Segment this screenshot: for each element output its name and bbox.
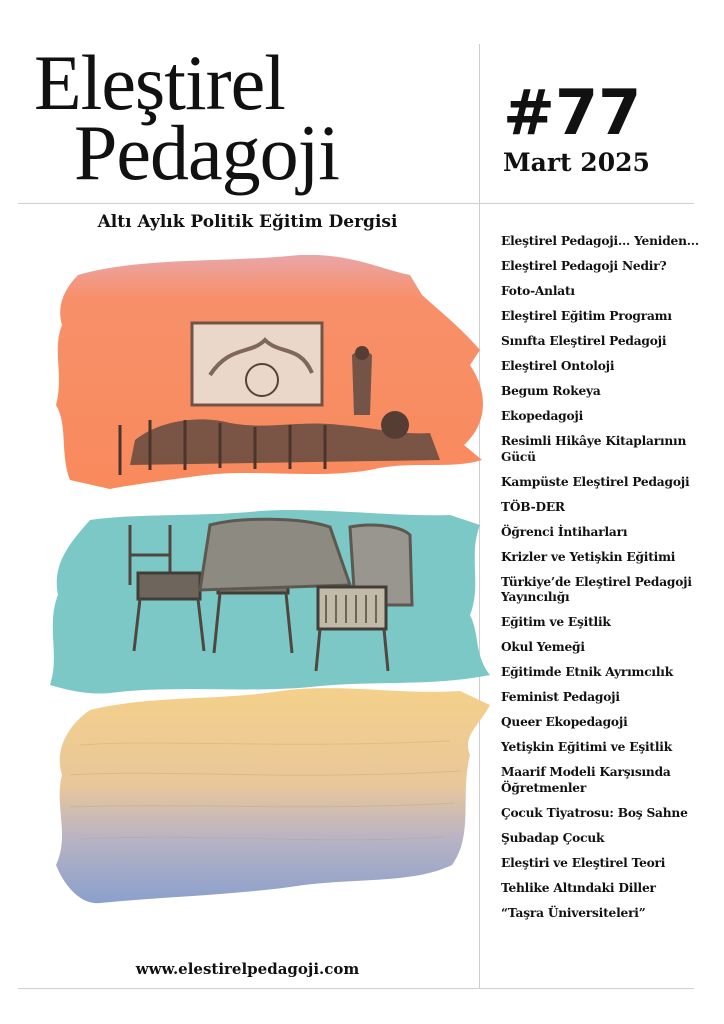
toc-item: Eleştirel Ontoloji <box>501 359 615 373</box>
magazine-title-line1: Eleştirel <box>34 39 285 126</box>
sand-brush-band <box>56 688 490 903</box>
toc-item: TÖB-DER <box>501 499 565 514</box>
toc-item: Eğitim ve Eşitlik <box>501 615 611 629</box>
toc-item: Okul Yemeği <box>501 640 585 654</box>
website-link[interactable]: www.elestirelpedagoji.com <box>135 960 360 978</box>
toc-item: Foto-Anlatı <box>501 284 575 298</box>
table-of-contents <box>501 234 701 931</box>
toc-item: Öğrenci İntiharları <box>501 524 628 539</box>
magazine-title-line2: Pedagoji <box>74 109 339 196</box>
top-divider <box>18 203 694 204</box>
toc-item: Maarif Modeli Karşısında Öğretmenler <box>501 765 671 795</box>
toc-item: Sınıfta Eleştirel Pedagoji <box>501 334 667 348</box>
toc-item: Çocuk Tiyatrosu: Boş Sahne <box>501 805 688 820</box>
toc-item: Eleştirel Pedagoji Nedir? <box>501 259 667 273</box>
toc-item: Ekopedagoji <box>501 409 584 423</box>
toc-item: Eleştiri ve Eleştirel Teori <box>501 855 666 870</box>
magazine-subtitle: Altı Aylık Politik Eğitim Dergisi <box>97 212 398 232</box>
toc-item: Tehlike Altındaki Diller <box>501 880 656 895</box>
toc-item: Şubadap Çocuk <box>501 830 605 845</box>
toc-item: Eleştirel Pedagoji... Yeniden... <box>501 234 699 248</box>
issue-date: Mart 2025 <box>503 148 650 177</box>
toc-item: Resimli Hikâye Kitaplarının Gücü <box>501 434 687 464</box>
toc-item: Kampüste Eleştirel Pedagoji <box>501 474 690 489</box>
toc-item: Feminist Pedagoji <box>501 690 620 704</box>
toc-item: Krizler ve Yetişkin Eğitimi <box>501 549 676 564</box>
toc-item: Queer Ekopedagoji <box>501 715 628 729</box>
cover-illustration <box>50 255 500 915</box>
issue-number: #77 <box>503 76 642 149</box>
toc-item: Yetişkin Eğitimi ve Eşitlik <box>501 740 672 754</box>
toc-item: “Taşra Üniversiteleri” <box>501 905 646 920</box>
toc-item: Eğitimde Etnik Ayrımcılık <box>501 665 673 679</box>
toc-item: Begum Rokeya <box>501 384 601 398</box>
toc-item: Eleştirel Eğitim Programı <box>501 309 672 323</box>
bottom-divider <box>18 988 694 989</box>
toc-item: Türkiye’de Eleştirel Pedagoji Yayıncılığı <box>501 574 692 604</box>
